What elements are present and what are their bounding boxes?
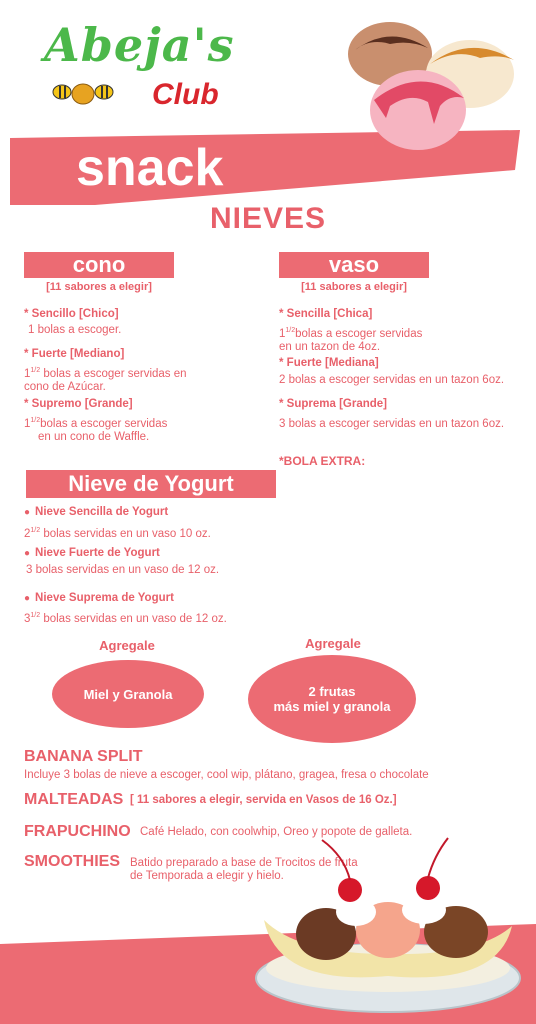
addon-frutas: 2 frutas más miel y granola — [248, 655, 416, 743]
malteadas-desc: [ 11 sabores a elegir, servida en Vasos de 16 Oz.] — [130, 794, 397, 806]
yogurt-label: Nieve de Yogurt — [26, 470, 276, 498]
cono-item-name: * Sencillo [Chico] — [24, 308, 119, 320]
vaso-item-name: * Fuerte [Mediana] — [279, 357, 379, 369]
brand-logo: Abeja's — [44, 18, 235, 72]
bee-icon — [48, 72, 118, 108]
smoothies-desc: Batido preparado a base de Trocitos de fruta de Temporada a elegir y hielo. — [130, 857, 358, 882]
ice-cream-scoops-image — [330, 14, 526, 154]
yogurt-item-desc: $2^{1/2}$ bolas servidas en un vaso 10 oz. — [24, 527, 211, 540]
vaso-label: vaso — [279, 252, 429, 278]
yogurt-item-desc: 3 bolas servidas en un vaso de 12 oz. — [26, 564, 220, 576]
vaso-item-desc: 3 bolas a escoger servidas en un tazon 6oz. — [279, 418, 505, 430]
addon-label: Agregale — [305, 636, 361, 651]
addon-label: Agregale — [99, 638, 155, 653]
yogurt-item-name: ● Nieve Sencilla de Yogurt — [24, 506, 168, 518]
banana-split-image — [248, 836, 530, 1024]
addon-miel-granola: Miel y Granola — [52, 660, 204, 728]
malteadas-title: MALTEADAS — [24, 791, 124, 808]
frapuchino-title: FRAPUCHINO — [24, 823, 131, 840]
cono-label: cono — [24, 252, 174, 278]
vaso-item-desc: 2 bolas a escoger servidas en un tazon 6oz. — [279, 374, 505, 386]
page-title: snack — [76, 139, 224, 197]
vaso-item-name: * Sencilla [Chica] — [279, 308, 373, 320]
banana-split-title: BANANA SPLIT — [24, 748, 143, 765]
cono-item-desc: $1^{1/2}$ bolas a escoger servidas en cono de Azúcar. — [24, 367, 187, 393]
banana-split-desc: Incluye 3 bolas de nieve a escoger, cool wip, plátano, gragea, fresa o chocolate — [24, 769, 429, 781]
cono-item-name: * Fuerte [Mediano] — [24, 348, 125, 360]
vaso-flavors: [11 sabores a elegir] — [301, 281, 407, 293]
yogurt-item-name: ● Nieve Suprema de Yogurt — [24, 592, 174, 604]
cono-item-desc: $1^{1/2}bolas$ a escoger servidas en un cono de Waffle. — [24, 417, 168, 443]
cono-item-desc: 1 bolas a escoger. — [28, 324, 122, 336]
smoothies-title: SMOOTHIES — [24, 853, 121, 870]
yogurt-item-desc: $3^{1/2}$ bolas servidas en un vaso de 12 oz. — [24, 612, 227, 625]
vaso-item-desc: $1^{1/2}bolas$ a escoger servidas en un tazon de 4oz. — [279, 327, 423, 353]
bola-extra-label: *BOLA EXTRA: — [279, 454, 366, 468]
yogurt-item-name: ● Nieve Fuerte de Yogurt — [24, 547, 160, 559]
cono-flavors: [11 sabores a elegir] — [46, 281, 152, 293]
cono-item-name: * Supremo [Grande] — [24, 398, 133, 410]
frapuchino-desc: Café Helado, con coolwhip, Oreo y popote de galleta. — [140, 826, 413, 838]
section-title-nieves: NIEVES — [209, 202, 327, 235]
vaso-item-name: * Suprema [Grande] — [279, 398, 387, 410]
brand-club-text: Club — [152, 78, 219, 111]
